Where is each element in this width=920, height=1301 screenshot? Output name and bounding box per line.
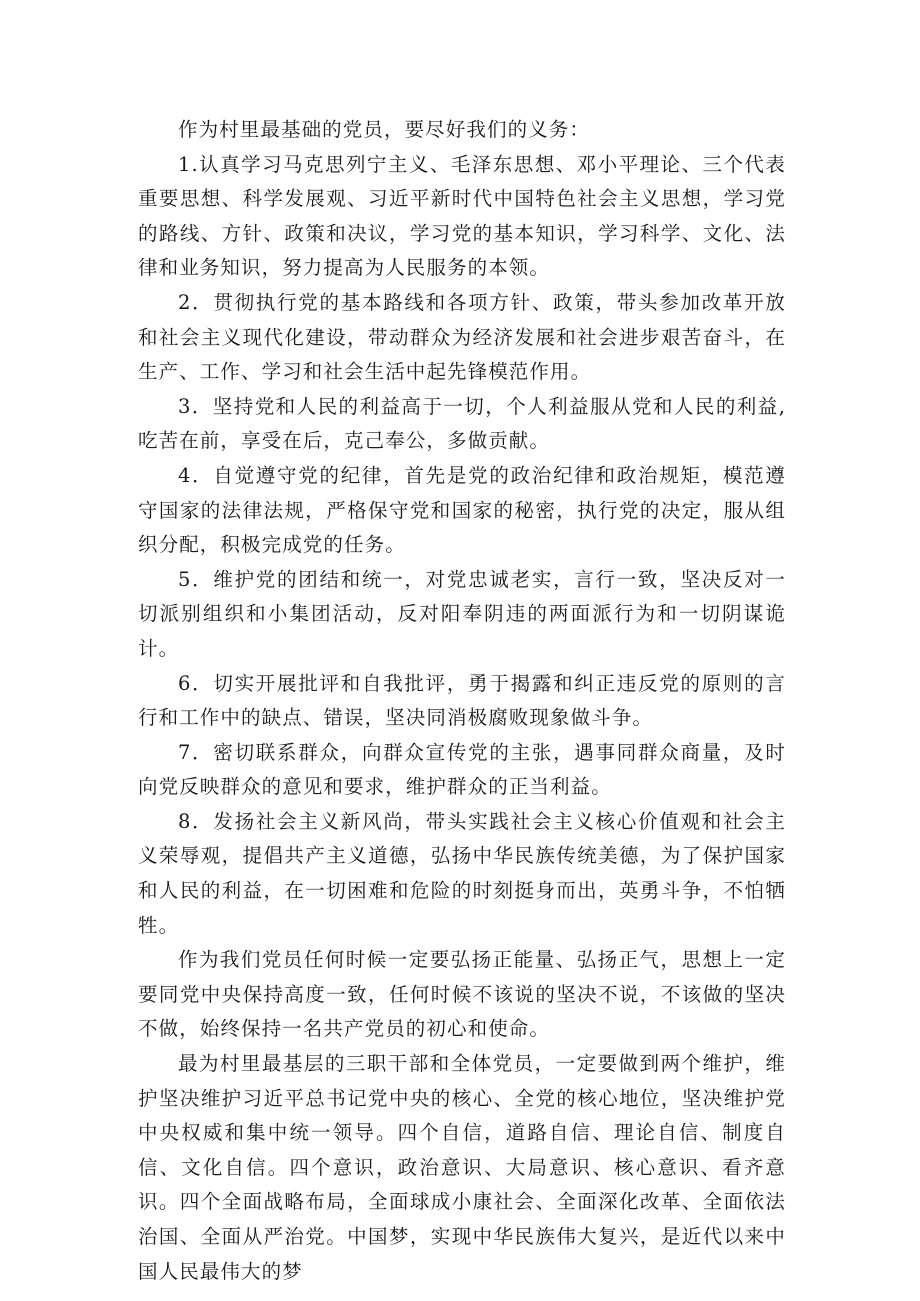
paragraph-duty-5: 5．维护党的团结和统一，对党忠诚老实，言行一致，坚决反对一切派别组织和小集团活动，反对阳奉阴违的两面派行为和一切阴谋诡计。	[138, 567, 786, 660]
paragraph-duty-4: 4．自觉遵守党的纪律，首先是党的政治纪律和政治规矩，模范遵守国家的法律法规，严格保守党和国家的秘密，执行党的决定，服从组织分配，积极完成党的任务。	[138, 463, 786, 557]
paragraph-summary: 作为我们党员任何时候一定要弘扬正能量、弘扬正气，思想上一定要同党中央保持高度一致，任何时候不该说的坚决不说，不该做的坚决不做，始终保持一名共产党员的初心和使命。	[138, 948, 786, 1041]
paragraph-intro: 作为村里最基础的党员，要尽好我们的义务：	[177, 118, 590, 141]
paragraph-duty-2: 2．贯彻执行党的基本路线和各项方针、政策，带头参加改革开放和社会主义现代化建设，带动群众为经济发展和社会进步艰苦奋斗，在生产、工作、学习和社会生活中起先锋模范作用。	[138, 290, 786, 384]
paragraph-duty-7: 7．密切联系群众，向群众宣传党的主张，遇事同群众商量，及时向党反映群众的意见和要求，维护群众的正当利益。	[138, 740, 786, 799]
document-body	[138, 113, 786, 1289]
paragraph-cadres: 最为村里最基层的三职干部和全体党员，一定要做到两个维护，维护坚决维护习近平总书记党中央的核心、全党的核心地位，坚决维护党中央权威和集中统一领导。四个自信，道路自信、理论自信、制度自信、文化自信。四个意识，政治意识、大局意识、核心意识、看齐意识。四个全面战略布局，全面球成小康社会、全面深化改革、全面依法治国、全面从严治党。中国梦，实现中华民族伟大复兴，是近代以来中国人民最伟大的梦	[138, 1052, 786, 1283]
paragraph-duty-8: 8．发扬社会主义新风尚，带头实践社会主义核心价值观和社会主义荣辱观，提倡共产主义道德，弘扬中华民族传统美德，为了保护国家和人民的利益，在一切困难和危险的时刻挺身而出，英勇斗争，不怕牺牲。	[138, 809, 786, 937]
paragraph-duty-3: 3．坚持党和人民的利益高于一切，个人利益服从党和人民的利益,吃苦在前，享受在后，克己奉公，多做贡献。	[138, 394, 786, 453]
paragraph-duty-6: 6．切实开展批评和自我批评，勇于揭露和纠正违反党的原则的言行和工作中的缺点、错误，坚决同消极腐败现象做斗争。	[138, 671, 786, 730]
paragraph-duty-1: 1.认真学习马克思列宁主义、毛泽东思想、邓小平理论、三个代表重要思想、科学发展观、习近平新时代中国特色社会主义思想，学习党的路线、方针、政策和决议，学习党的基本知识，学习科学、文化、法律和业务知识，努力提高为人民服务的本领。	[138, 152, 786, 280]
